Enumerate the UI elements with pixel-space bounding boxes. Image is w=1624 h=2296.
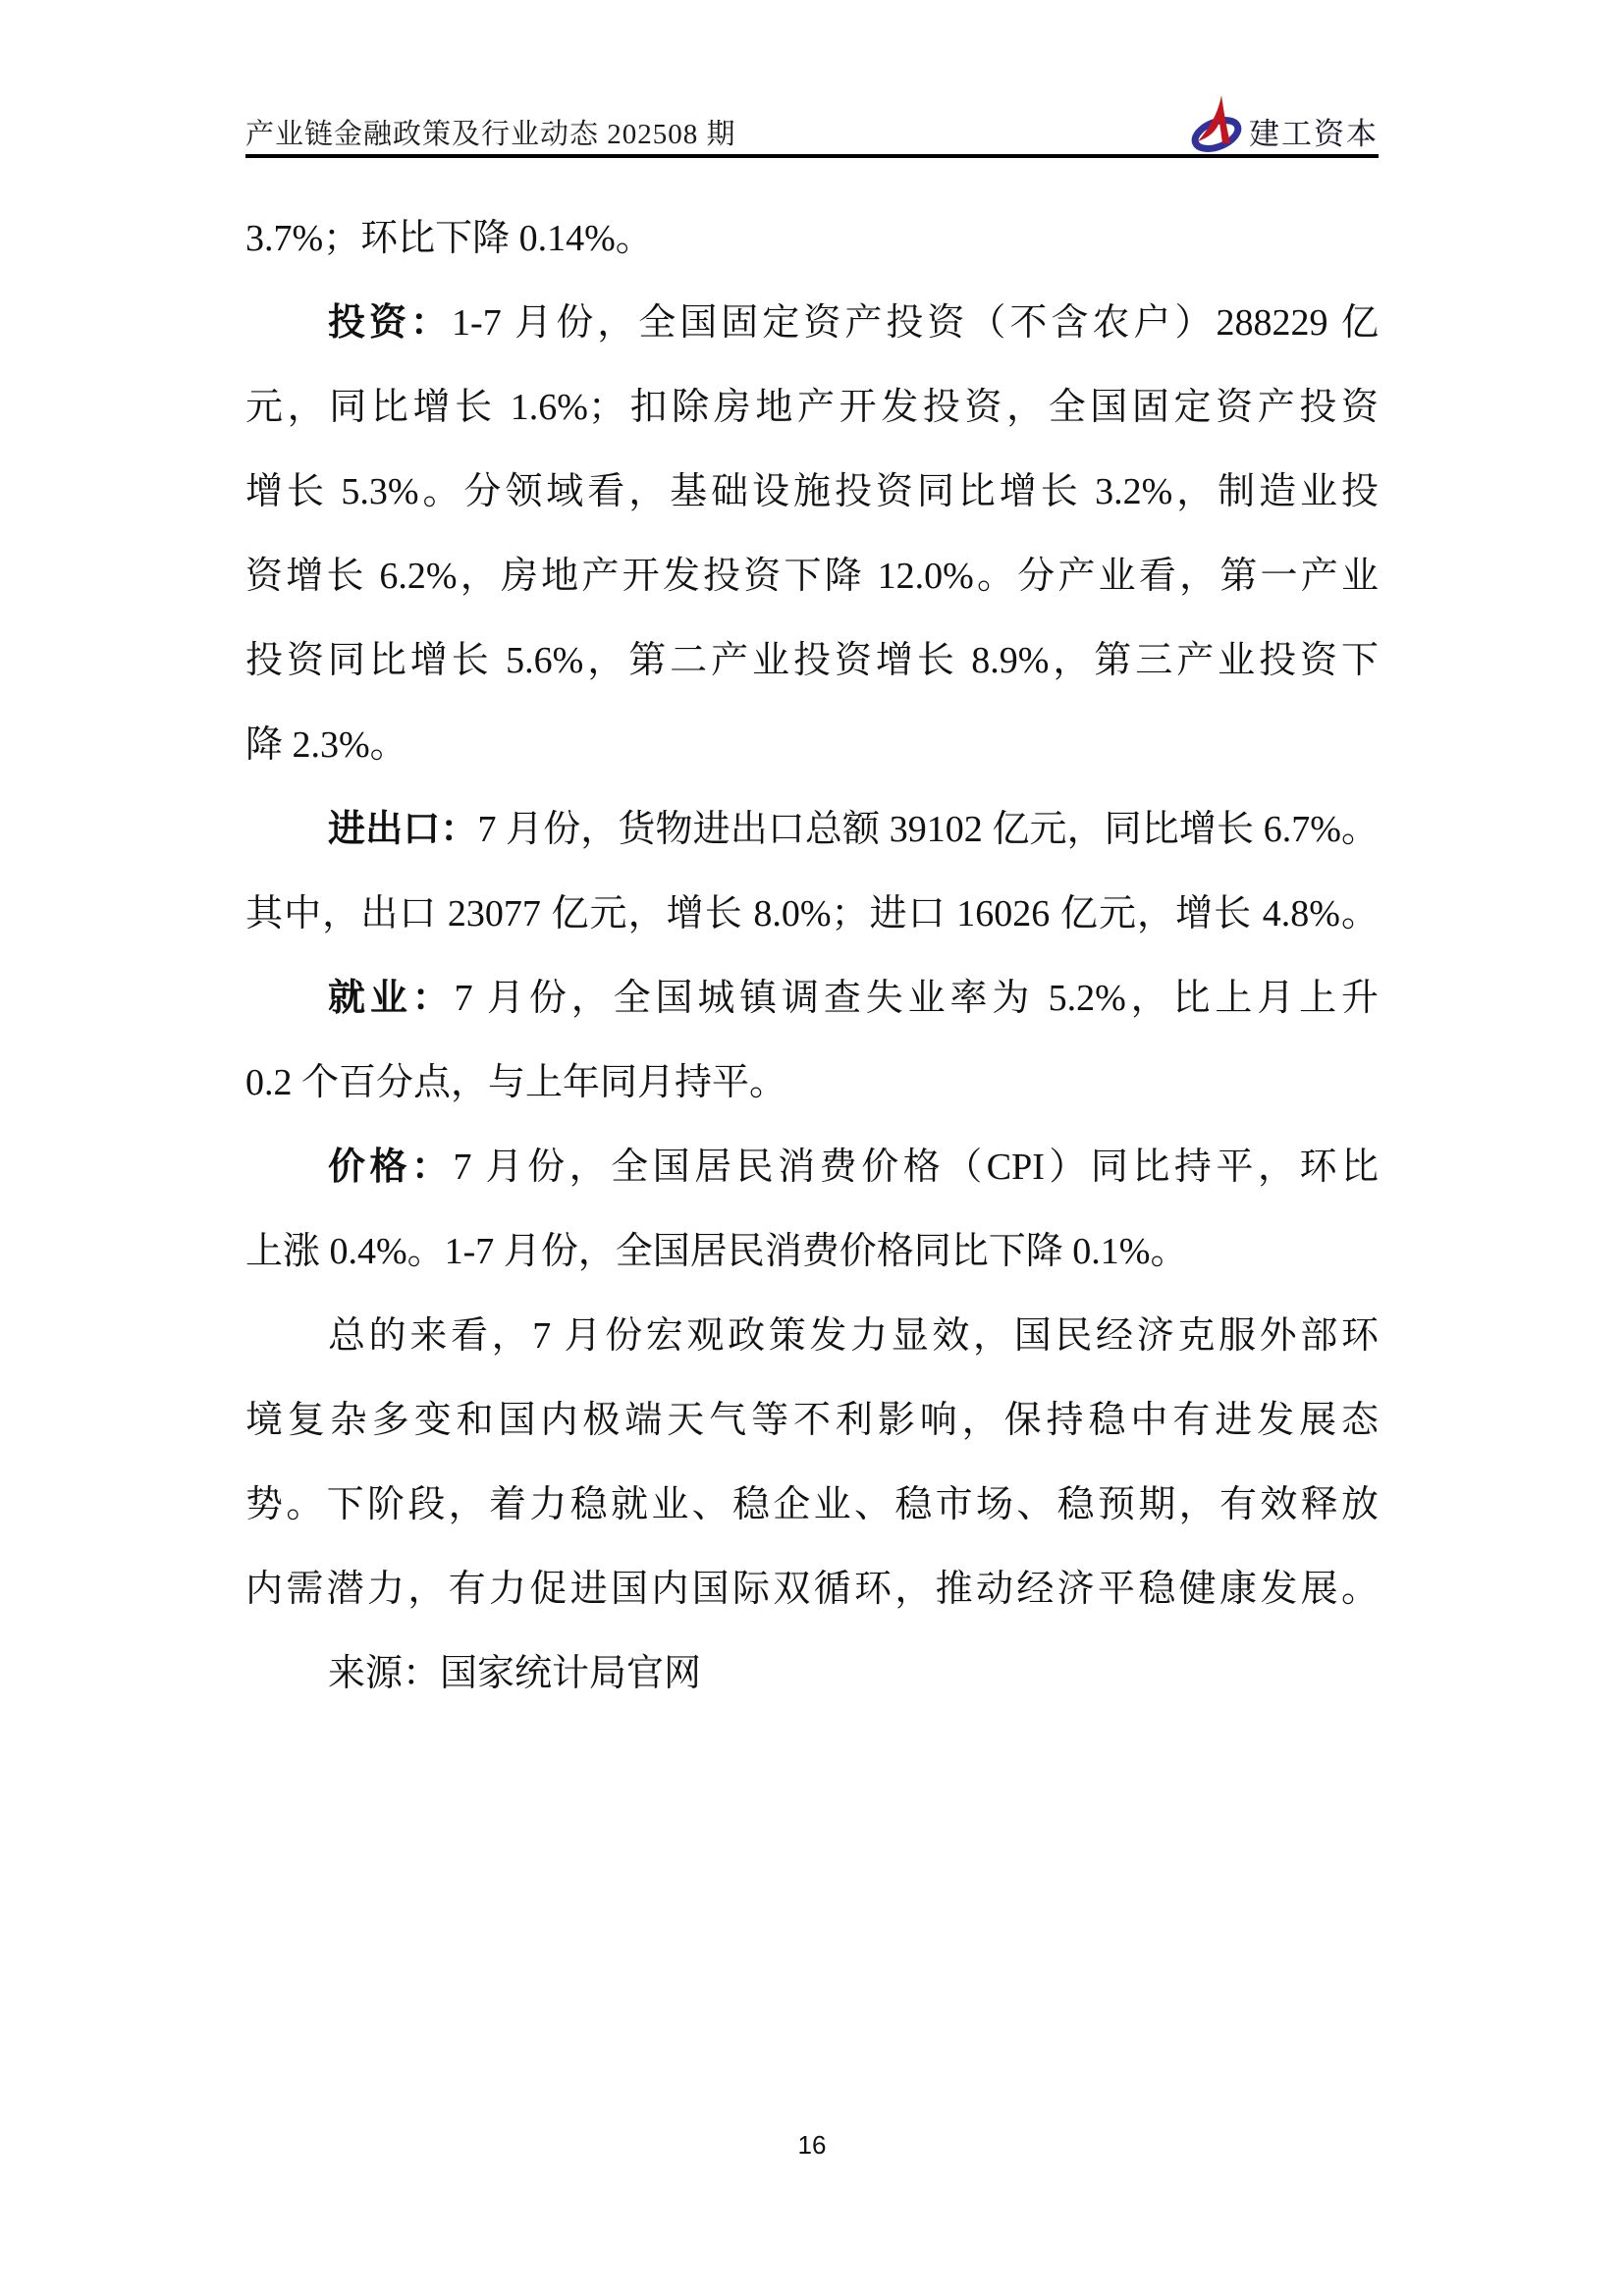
text-line: 其中，出口 23077 亿元，增长 8.0%；进口 16026 亿元，增长 4.8%。 <box>245 893 1379 934</box>
text-line-text: 7 月份，全国居民消费价格（CPI）同比持平，环比 <box>453 1147 1379 1188</box>
paragraph-label: 价格： <box>328 1147 454 1188</box>
text-line: 资增长 6.2%，房地产开发投资下降 12.0%。分产业看，第一产业 <box>245 556 1379 597</box>
header-title: 产业链金融政策及行业动态 202508 期 <box>245 119 736 150</box>
paragraph-label: 进出口： <box>328 809 478 850</box>
text-line: 降 2.3%。 <box>245 724 407 766</box>
company-logo <box>1191 94 1379 155</box>
text-line: 境复杂多变和国内极端天气等不利影响，保持稳中有进发展态 <box>245 1400 1379 1441</box>
paragraph-label: 就业： <box>328 978 455 1019</box>
text-line: 3.7%；环比下降 0.14%。 <box>245 218 653 259</box>
text-line <box>245 956 1379 1041</box>
text-line: 元，同比增长 1.6%；扣除房地产开发投资，全国固定资产投资 <box>245 387 1379 428</box>
text-line: 内需潜力，有力促进国内国际双循环，推动经济平稳健康发展。 <box>245 1569 1379 1610</box>
text-line: 投资同比增长 5.6%，第二产业投资增长 8.9%，第三产业投资下 <box>245 640 1379 681</box>
logo-text: 建工资本 <box>1249 117 1379 151</box>
page-number: 16 <box>797 2130 827 2160</box>
text-line <box>245 1125 1379 1209</box>
text-line-text: 7 月份，货物进出口总额 39102 亿元，同比增长 6.7%。 <box>477 809 1379 850</box>
text-line: 来源：国家统计局官网 <box>328 1653 702 1694</box>
text-line: 上涨 0.4%。1-7 月份，全国居民消费价格同比下降 0.1%。 <box>245 1231 1188 1272</box>
text-line-text: 7 月份，全国城镇调查失业率为 5.2%，比上月上升 <box>454 978 1379 1019</box>
text-line: 0.2 个百分点，与上年同月持平。 <box>245 1062 787 1103</box>
text-line: 增长 5.3%。分领域看，基础设施投资同比增长 3.2%，制造业投 <box>245 471 1379 512</box>
text-line <box>245 787 1379 872</box>
paragraph-label: 投资： <box>328 302 453 344</box>
text-line <box>245 281 1379 365</box>
text-line: 势。下阶段，着力稳就业、稳企业、稳市场、稳预期，有效释放 <box>245 1484 1379 1525</box>
document-body <box>245 196 1379 1716</box>
header-rule-line <box>245 154 1379 158</box>
text-line: 总的来看，7 月份宏观政策发力显效，国民经济克服外部环 <box>328 1315 1379 1357</box>
text-line-text: 1-7 月份，全国固定资产投资（不含农户）288229 亿 <box>452 302 1379 344</box>
logo-sail-icon <box>1191 94 1246 155</box>
